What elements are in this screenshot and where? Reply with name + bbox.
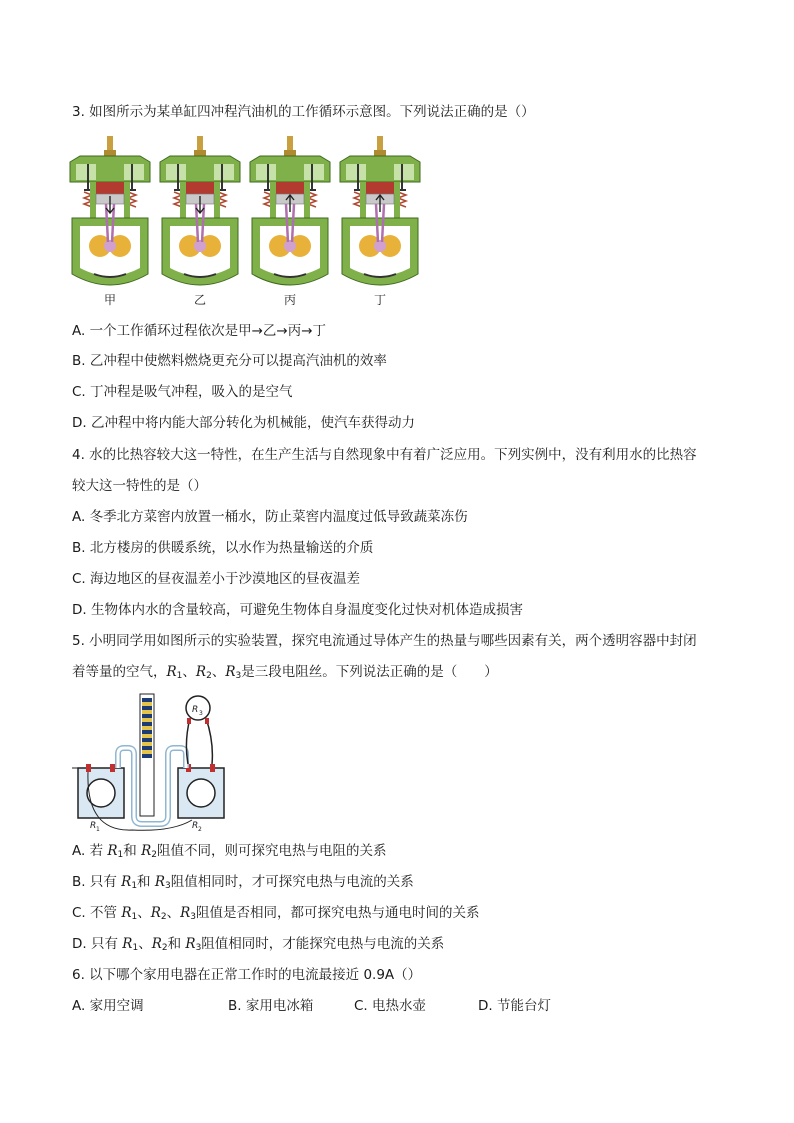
r2-label: R xyxy=(192,821,199,831)
q5-stem-line2: 着等量的空气，$R_1$、$R_2$、$R_3$是三段电阻丝。下列说法正确的是（ ） xyxy=(72,664,498,681)
q3-option-c: C. 丁冲程是吸气冲程，吸入的是空气 xyxy=(72,384,293,400)
q3-stem: 3. 如图所示为某单缸四冲程汽油机的工作循环示意图。下列说法正确的是（） xyxy=(72,104,535,120)
q4-option-b: B. 北方楼房的供暖系统，以水作为热量输送的介质 xyxy=(72,540,374,556)
q6-options xyxy=(72,996,722,1016)
q6-option-d: D. 节能台灯 xyxy=(478,998,551,1014)
q5-option-b: B. 只有 $R_1$和 $R_3$阻值相同时，才可探究电热与电流的关系 xyxy=(72,874,414,891)
q5-option-d: D. 只有 $R_1$、$R_2$和 $R_3$阻值相同时，才能探究电热与电流的关系 xyxy=(72,936,445,953)
q6-option-b: B. 家用电冰箱 xyxy=(228,998,314,1014)
engine-label-jia: 甲 xyxy=(104,293,117,307)
engine-label-yi: 乙 xyxy=(194,293,207,307)
q5-option-a: A. 若 $R_1$和 $R_2$阻值不同，则可探究电热与电阻的关系 xyxy=(72,843,387,860)
q5-stem-line1: 5. 小明同学用如图所示的实验装置，探究电流通过导体产生的热量与哪些因素有关，两个透明容器中封闭 xyxy=(72,633,697,649)
q4-stem-line2: 较大这一特性的是（） xyxy=(72,478,207,494)
engine-cycle-figure xyxy=(66,134,426,310)
r1-label: R xyxy=(90,821,97,831)
q4-option-d: D. 生物体内水的含量较高，可避免生物体自身温度变化过快对机体造成损害 xyxy=(72,602,523,618)
q3-option-a: A. 一个工作循环过程依次是甲→乙→丙→丁 xyxy=(72,323,327,339)
r3-label: R xyxy=(192,705,199,715)
heating-experiment-figure xyxy=(72,692,242,838)
q6-option-c: C. 电热水壶 xyxy=(354,998,427,1014)
q3-option-b: B. 乙冲程中使燃料燃烧更充分可以提高汽油机的效率 xyxy=(72,353,387,369)
svg-text:3: 3 xyxy=(199,710,203,717)
engine-label-ding: 丁 xyxy=(374,293,387,307)
svg-text:1: 1 xyxy=(96,826,100,833)
q4-stem-line1: 4. 水的比热容较大这一特性，在生产生活与自然现象中有着广泛应用。下列实例中，没有利用水的比热容 xyxy=(72,447,697,463)
q4-option-c: C. 海边地区的昼夜温差小于沙漠地区的昼夜温差 xyxy=(72,571,361,587)
q3-option-d: D. 乙冲程中将内能大部分转化为机械能，使汽车获得动力 xyxy=(72,415,415,431)
engine-label-bing: 丙 xyxy=(284,293,297,307)
q5-option-c: C. 不管 $R_1$、$R_2$、$R_3$阻值是否相同，都可探究电热与通电时间的关系 xyxy=(72,905,480,922)
svg-text:2: 2 xyxy=(198,826,202,833)
q6-stem: 6. 以下哪个家用电器在正常工作时的电流最接近 0.9A（） xyxy=(72,967,422,983)
q4-option-a: A. 冬季北方菜窖内放置一桶水，防止菜窖内温度过低导致蔬菜冻伤 xyxy=(72,509,468,525)
q6-option-a: A. 家用空调 xyxy=(72,998,144,1014)
